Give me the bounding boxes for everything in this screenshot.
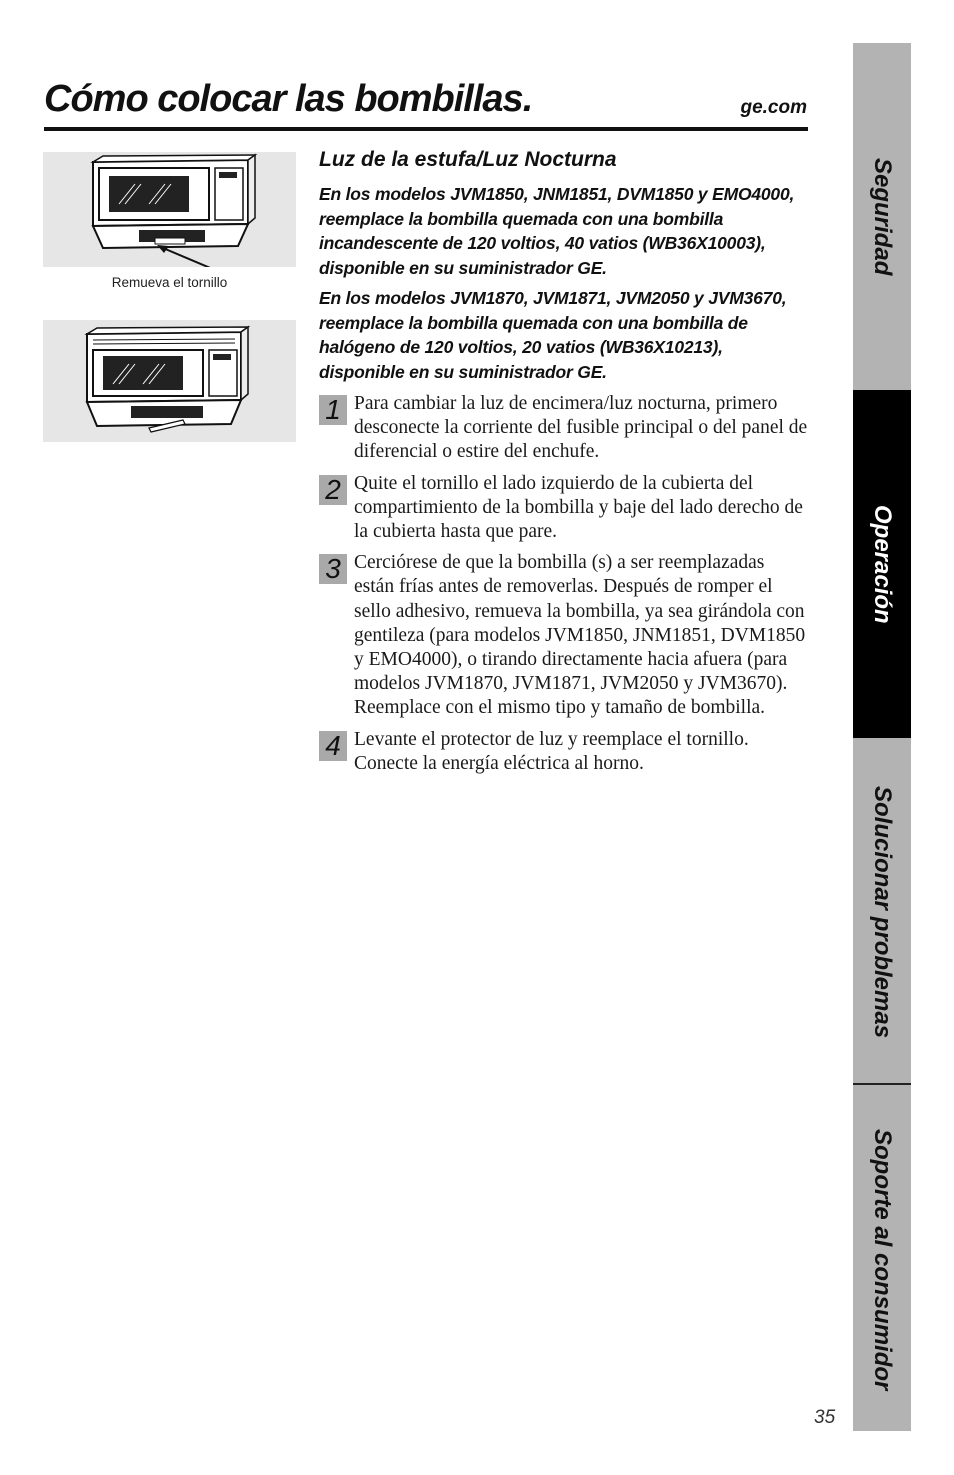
step-1	[319, 392, 809, 465]
microwave-illustration-1	[43, 152, 296, 267]
microwave-drawing-2	[43, 320, 296, 442]
tab-label: Operación	[869, 505, 896, 624]
side-tabs	[853, 43, 911, 1431]
step-4	[319, 728, 809, 776]
microwave-illustration-2	[43, 320, 296, 442]
step-number: 4	[319, 731, 347, 761]
microwave-drawing-1	[43, 152, 296, 267]
section-title: Luz de la estufa/Luz Nocturna	[319, 148, 617, 171]
site-url[interactable]: ge.com	[740, 97, 807, 118]
step-number: 2	[319, 475, 347, 505]
step-number: 3	[319, 554, 347, 584]
step-text: Cerciórese de que la bombilla (s) a ser reemplazadas están frías antes de removerlas. Después de romper el sello adhesivo, remueva la bombilla, ya sea girándola con gentileza (para modelos JVM1850, JNM1851, DVM1850 y EMO4000), o tirando directamente hacia afuera (para modelos JVM1870, JVM1871, JVM2050 y JVM3670). Reemplace con el mismo tipo y tamaño de bombilla.	[354, 552, 806, 719]
models-note-halogen: En los modelos JVM1870, JVM1871, JVM2050 y JVM3670, reemplace la bombilla quemada con una bombilla de halógeno de 120 voltios, 20 vatios (WB36X10213), disponible en su suministrador GE.	[319, 288, 787, 382]
tab-soporte-al-consumidor[interactable]	[853, 1085, 911, 1431]
main-content	[319, 148, 809, 783]
title-rule	[44, 127, 808, 131]
tab-label: Seguridad	[869, 158, 896, 276]
page-number: 35	[814, 1407, 836, 1428]
step-text: Para cambiar la luz de encimera/luz nocturna, primero desconecte la corriente del fusible principal o del panel de diferencial o estire del enchufe.	[354, 393, 808, 463]
step-number: 1	[319, 395, 347, 425]
models-note-incandescent: En los modelos JVM1850, JNM1851, DVM1850 y EMO4000, reemplace la bombilla quemada con una bombilla incandescente de 120 voltios, 40 vatios (WB36X10003), disponible en su suministrador GE.	[319, 184, 795, 278]
tab-label: Soporte al consumidor	[869, 1129, 896, 1391]
page-title: Cómo colocar las bombillas.	[44, 78, 533, 120]
tab-operacion[interactable]	[853, 390, 911, 738]
step-3	[319, 551, 809, 720]
step-text: Levante el protector de luz y reemplace el tornillo. Conecte la energía eléctrica al horno.	[354, 728, 749, 774]
tab-label: Solucionar problemas	[869, 786, 896, 1039]
tab-seguridad[interactable]	[853, 43, 911, 390]
figure-caption: Remueva el tornillo	[111, 275, 228, 290]
step-2	[319, 472, 809, 545]
step-text: Quite el tornillo el lado izquierdo de la cubierta del compartimiento de la bombilla y baje del lado derecho de la cubierta hasta que pare.	[354, 472, 803, 543]
tab-solucionar-problemas[interactable]	[853, 738, 911, 1083]
